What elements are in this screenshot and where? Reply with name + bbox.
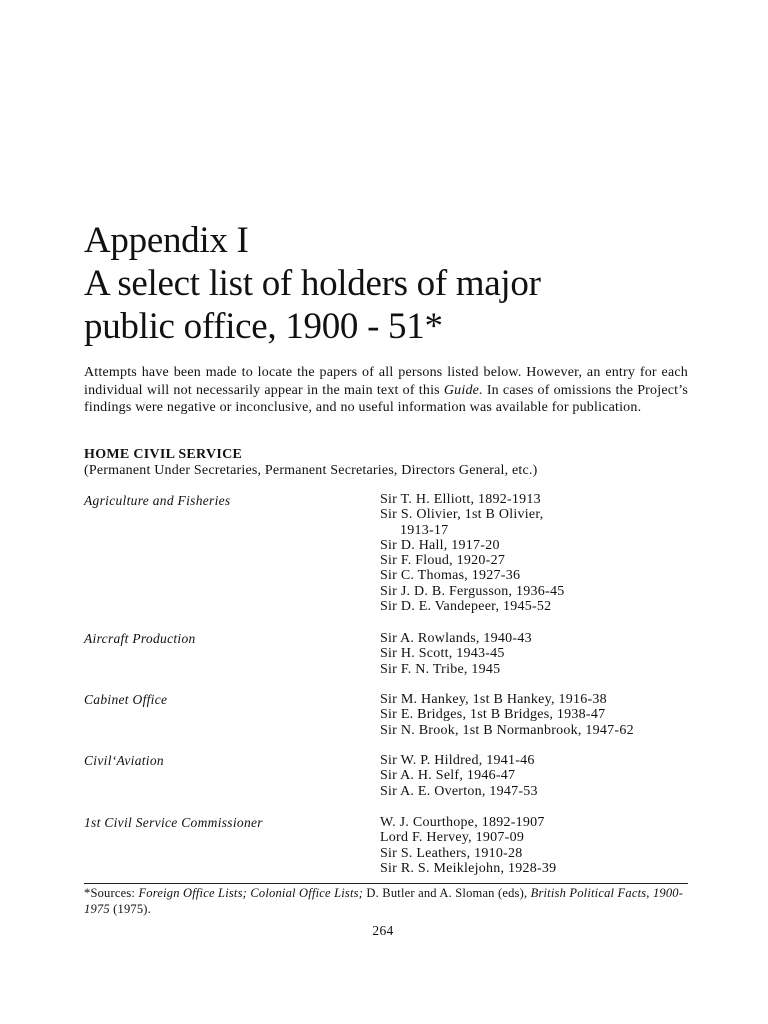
- holder-entry: Sir A. E. Overton, 1947-53: [380, 783, 538, 799]
- holder-entry: Sir D. Hall, 1917-20: [380, 537, 500, 553]
- holders-list: [380, 692, 710, 738]
- holder-entry: Sir W. P. Hildred, 1941-46: [380, 753, 535, 768]
- holder-entry: W. J. Courthope, 1892-1907: [380, 815, 545, 830]
- footnote-prefix: *Sources:: [84, 886, 139, 900]
- holder-entry: Sir T. H. Elliott, 1892-1913: [380, 492, 541, 507]
- footnote-col: Colonial Office Lists;: [250, 886, 364, 900]
- intro-paragraph: [84, 364, 688, 417]
- footnote: [84, 886, 688, 917]
- footnote-fol: Foreign Office Lists;: [138, 886, 248, 900]
- department-label: Cabinet Office: [84, 692, 168, 707]
- holder-entry: Sir S. Leathers, 1910-28: [380, 845, 523, 861]
- footnote-authors: D. Butler and A. Sloman (eds),: [363, 886, 531, 900]
- holder-entry: Lord F. Hervey, 1907-09: [380, 830, 525, 846]
- page-number: 264: [372, 923, 394, 938]
- intro-text-part-2: In cases of omissions the Project’s findings were negative or inconclusive, and no useful information was available for publication.: [84, 382, 688, 415]
- holder-entry: Sir F. N. Tribe, 1945: [380, 661, 501, 677]
- title-line-1: Appendix I: [84, 220, 249, 261]
- holder-entry-continuation: 1913-17: [400, 522, 449, 538]
- holder-entry: Sir D. E. Vandepeer, 1945-52: [380, 599, 552, 615]
- holder-entry: Sir F. Floud, 1920-27: [380, 553, 506, 569]
- section-heading: HOME CIVIL SERVICE: [84, 447, 243, 462]
- holder-entry: Sir S. Olivier, 1st B Olivier,: [380, 507, 544, 523]
- department-label: Agriculture and Fisheries: [84, 493, 231, 508]
- holder-entry: Sir M. Hankey, 1st B Hankey, 1916-38: [380, 692, 607, 707]
- holder-entry: Sir E. Bridges, 1st B Bridges, 1938-47: [380, 707, 606, 723]
- title-line-2: A select list of holders of major: [84, 263, 541, 304]
- department-label: Aircraft Production: [84, 631, 196, 646]
- holder-entry: Sir C. Thomas, 1927-36: [380, 568, 521, 584]
- footnote-divider: [84, 883, 688, 884]
- footnote-book-title: British Political Facts, 1900-1975: [84, 886, 684, 916]
- holders-list: [380, 753, 710, 799]
- intro-text-part-1: Attempts have been made to locate the papers of all persons listed below. However, an entry for each individual will not necessarily appear in the main text of this: [84, 365, 688, 398]
- title-line-3: public office, 1900 - 51*: [84, 306, 443, 347]
- holders-list: [380, 492, 710, 614]
- department-label: 1st Civil Service Commissioner: [84, 815, 263, 830]
- section-subheading: (Permanent Under Secretaries, Permanent Secretaries, Directors General, etc.): [84, 463, 538, 478]
- footnote-year: (1975).: [109, 901, 151, 916]
- department-label: Civil‘Aviation: [84, 753, 164, 768]
- holder-entry: Sir N. Brook, 1st B Normanbrook, 1947-62: [380, 722, 634, 738]
- holder-entry: Sir A. H. Self, 1946-47: [380, 768, 516, 784]
- holder-entry: Sir A. Rowlands, 1940-43: [380, 631, 532, 646]
- holders-list: [380, 815, 710, 876]
- appendix-title: [84, 219, 704, 348]
- intro-guide-italic: Guide.: [443, 382, 483, 398]
- holder-entry: Sir H. Scott, 1943-45: [380, 646, 505, 662]
- holder-entry: Sir J. D. B. Fergusson, 1936-45: [380, 583, 565, 599]
- holder-entry: Sir R. S. Meiklejohn, 1928-39: [380, 860, 557, 876]
- holders-list: [380, 631, 710, 677]
